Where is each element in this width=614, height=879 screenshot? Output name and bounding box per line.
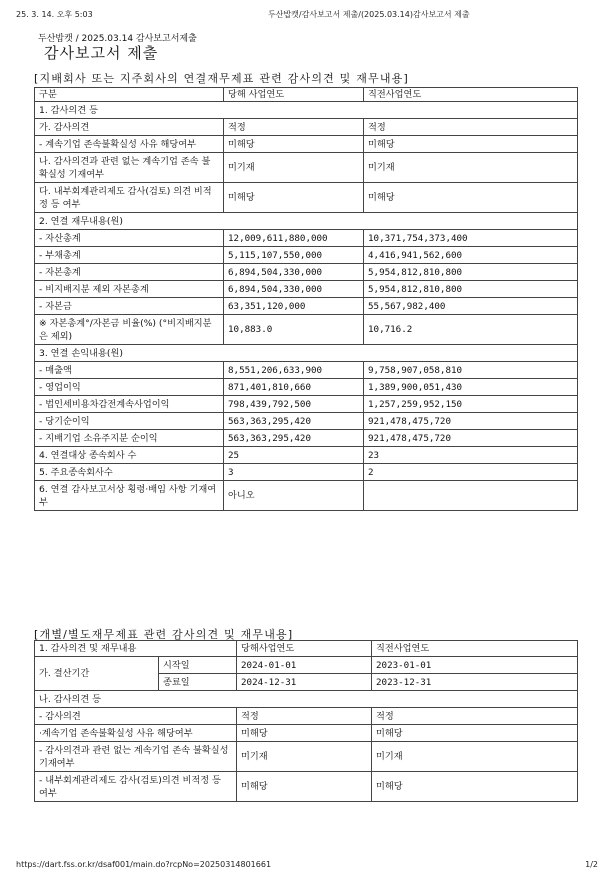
table-header-row [35, 88, 578, 102]
period-start-row [35, 657, 578, 674]
row-value-current: 25 [224, 447, 364, 464]
separate-heading: [개별/별도재무제표 관련 감사의견 및 재무내용] [34, 628, 294, 641]
row-value-current: 6,894,504,330,000 [224, 281, 364, 298]
row-value-prior: 미해당 [364, 183, 578, 213]
print-title: 두산밥캣/감사보고서 제출/(2025.03.14)감사보고서 제출 [268, 10, 470, 19]
row-label: - 비지배지분 제외 자본총계 [35, 281, 224, 298]
header-cell-prior: 직전사업연도 [372, 641, 578, 657]
row-label: - 매출액 [35, 362, 224, 379]
row-value-prior: 4,416,941,562,600 [364, 247, 578, 264]
row-value-prior [364, 481, 578, 511]
start-current: 2024-01-01 [237, 657, 372, 674]
section-label: 1. 감사의견 등 [35, 102, 578, 119]
row-label: 5. 주요종속회사수 [35, 464, 224, 481]
breadcrumb: 두산밥캣 / 2025.03.14 감사보고서제출 [38, 34, 197, 44]
row-value-prior: 미기재 [364, 153, 578, 183]
row-value-current: 적정 [237, 708, 372, 725]
row-value-prior: 921,478,475,720 [364, 413, 578, 430]
row-value-current: 아니오 [224, 481, 364, 511]
row-value-prior: 5,954,812,810,800 [364, 264, 578, 281]
table-header-row [35, 641, 578, 657]
page-title: 감사보고서 제출 [44, 44, 159, 62]
row-value-prior: 1,257,259,952,150 [364, 396, 578, 413]
table-row [35, 464, 578, 481]
row-value-current: 5,115,107,550,000 [224, 247, 364, 264]
row-value-current: 563,363,295,420 [224, 413, 364, 430]
header-cell-item: 구분 [35, 88, 224, 102]
table-row [35, 153, 578, 183]
row-value-current: 미기재 [224, 153, 364, 183]
row-value-current: 미해당 [224, 136, 364, 153]
table-row [35, 183, 578, 213]
header-cell-current: 당해사업연도 [237, 641, 372, 657]
table-row [35, 772, 578, 802]
row-value-prior: 적정 [364, 119, 578, 136]
separate-table [34, 640, 578, 802]
row-value-current: 6,894,504,330,000 [224, 264, 364, 281]
row-label: 6. 연결 감사보고서상 횡령·배임 사항 기재여부 [35, 481, 224, 511]
table-row [35, 481, 578, 511]
row-value-prior: 미기재 [372, 742, 578, 772]
table-row [35, 298, 578, 315]
row-label: - 영업이익 [35, 379, 224, 396]
row-value-prior: 10,371,754,373,400 [364, 230, 578, 247]
header-cell-current: 당해 사업연도 [224, 88, 364, 102]
row-label: - 지배기업 소유주지분 순이익 [35, 430, 224, 447]
row-label: - 감사의견과 관련 없는 계속기업 존속 불확실성 기재여부 [35, 742, 237, 772]
page-number: 1/2 [585, 860, 598, 869]
row-value-current: 미해당 [237, 772, 372, 802]
row-label: ※ 자본총계°/자본금 비율(%) (°비지배지분은 제외) [35, 315, 224, 345]
row-label: - 당기순이익 [35, 413, 224, 430]
consolidated-table [34, 87, 578, 511]
table-row [35, 264, 578, 281]
row-value-current: 10,883.0 [224, 315, 364, 345]
print-footer [12, 860, 602, 872]
table-row [35, 247, 578, 264]
row-label: 나. 감사의견과 관련 없는 계속기업 존속 불확실성 기재여부 [35, 153, 224, 183]
row-value-current: 미기재 [237, 742, 372, 772]
end-current: 2024-12-31 [237, 674, 372, 691]
row-value-current: 563,363,295,420 [224, 430, 364, 447]
row-value-prior: 55,567,982,400 [364, 298, 578, 315]
period-label: 가. 결산기간 [35, 657, 159, 691]
table-row [35, 315, 578, 345]
row-value-prior: 9,758,907,058,810 [364, 362, 578, 379]
table-row [35, 136, 578, 153]
row-label: 4. 연결대상 종속회사 수 [35, 447, 224, 464]
print-url: https://dart.fss.or.kr/dsaf001/main.do?rcpNo=20250314801661 [16, 860, 272, 869]
end-prior: 2023-12-31 [372, 674, 578, 691]
row-value-current: 8,551,206,633,900 [224, 362, 364, 379]
header-cell-prior: 직전사업연도 [364, 88, 578, 102]
row-value-prior: 10,716.2 [364, 315, 578, 345]
end-label: 종료일 [159, 674, 237, 691]
row-label: - 부채총계 [35, 247, 224, 264]
row-label: 가. 감사의견 [35, 119, 224, 136]
row-value-prior: 미해당 [372, 772, 578, 802]
row-value-current: 3 [224, 464, 364, 481]
row-label: ·계속기업 존속불확실성 사유 해당여부 [35, 725, 237, 742]
section-label: 2. 연결 재무내용(원) [35, 213, 578, 230]
table-row [35, 379, 578, 396]
section-row [35, 213, 578, 230]
header-cell-item: 1. 감사의견 및 재무내용 [35, 641, 237, 657]
row-label: - 자본총계 [35, 264, 224, 281]
table-row [35, 230, 578, 247]
start-prior: 2023-01-01 [372, 657, 578, 674]
table-row [35, 708, 578, 725]
row-value-current: 미해당 [237, 725, 372, 742]
section-label: 나. 감사의견 등 [35, 691, 578, 708]
table-row [35, 119, 578, 136]
section-row [35, 102, 578, 119]
row-value-prior: 미해당 [372, 725, 578, 742]
table-row [35, 281, 578, 298]
row-value-current: 798,439,792,500 [224, 396, 364, 413]
row-value-prior: 23 [364, 447, 578, 464]
row-value-current: 적정 [224, 119, 364, 136]
section-row [35, 345, 578, 362]
row-label: 다. 내부회계관리제도 감사(검토) 의견 비적정 등 여부 [35, 183, 224, 213]
start-label: 시작일 [159, 657, 237, 674]
table-row [35, 430, 578, 447]
row-value-prior: 적정 [372, 708, 578, 725]
row-value-current: 미해당 [224, 183, 364, 213]
row-label: - 법인세비용차감전계속사업이익 [35, 396, 224, 413]
table-row [35, 413, 578, 430]
row-label: - 감사의견 [35, 708, 237, 725]
consolidated-heading: [지배회사 또는 지주회사의 연결재무제표 관련 감사의견 및 재무내용] [34, 72, 409, 85]
row-value-prior: 2 [364, 464, 578, 481]
row-label: - 계속기업 존속불확실성 사유 해당여부 [35, 136, 224, 153]
section-label: 3. 연결 손익내용(원) [35, 345, 578, 362]
table-row [35, 742, 578, 772]
row-label: - 자산총계 [35, 230, 224, 247]
row-label: - 자본금 [35, 298, 224, 315]
row-value-prior: 921,478,475,720 [364, 430, 578, 447]
print-header [12, 9, 602, 21]
row-value-current: 63,351,120,000 [224, 298, 364, 315]
row-value-prior: 5,954,812,810,800 [364, 281, 578, 298]
table-row [35, 396, 578, 413]
section-row [35, 691, 578, 708]
row-label: - 내부회계관리제도 감사(검토)의견 비적정 등 여부 [35, 772, 237, 802]
table-row [35, 447, 578, 464]
table-row [35, 725, 578, 742]
row-value-current: 12,009,611,880,000 [224, 230, 364, 247]
row-value-prior: 1,389,900,051,430 [364, 379, 578, 396]
row-value-current: 871,401,810,660 [224, 379, 364, 396]
row-value-prior: 미해당 [364, 136, 578, 153]
table-row [35, 362, 578, 379]
print-date: 25. 3. 14. 오후 5:03 [16, 10, 93, 19]
